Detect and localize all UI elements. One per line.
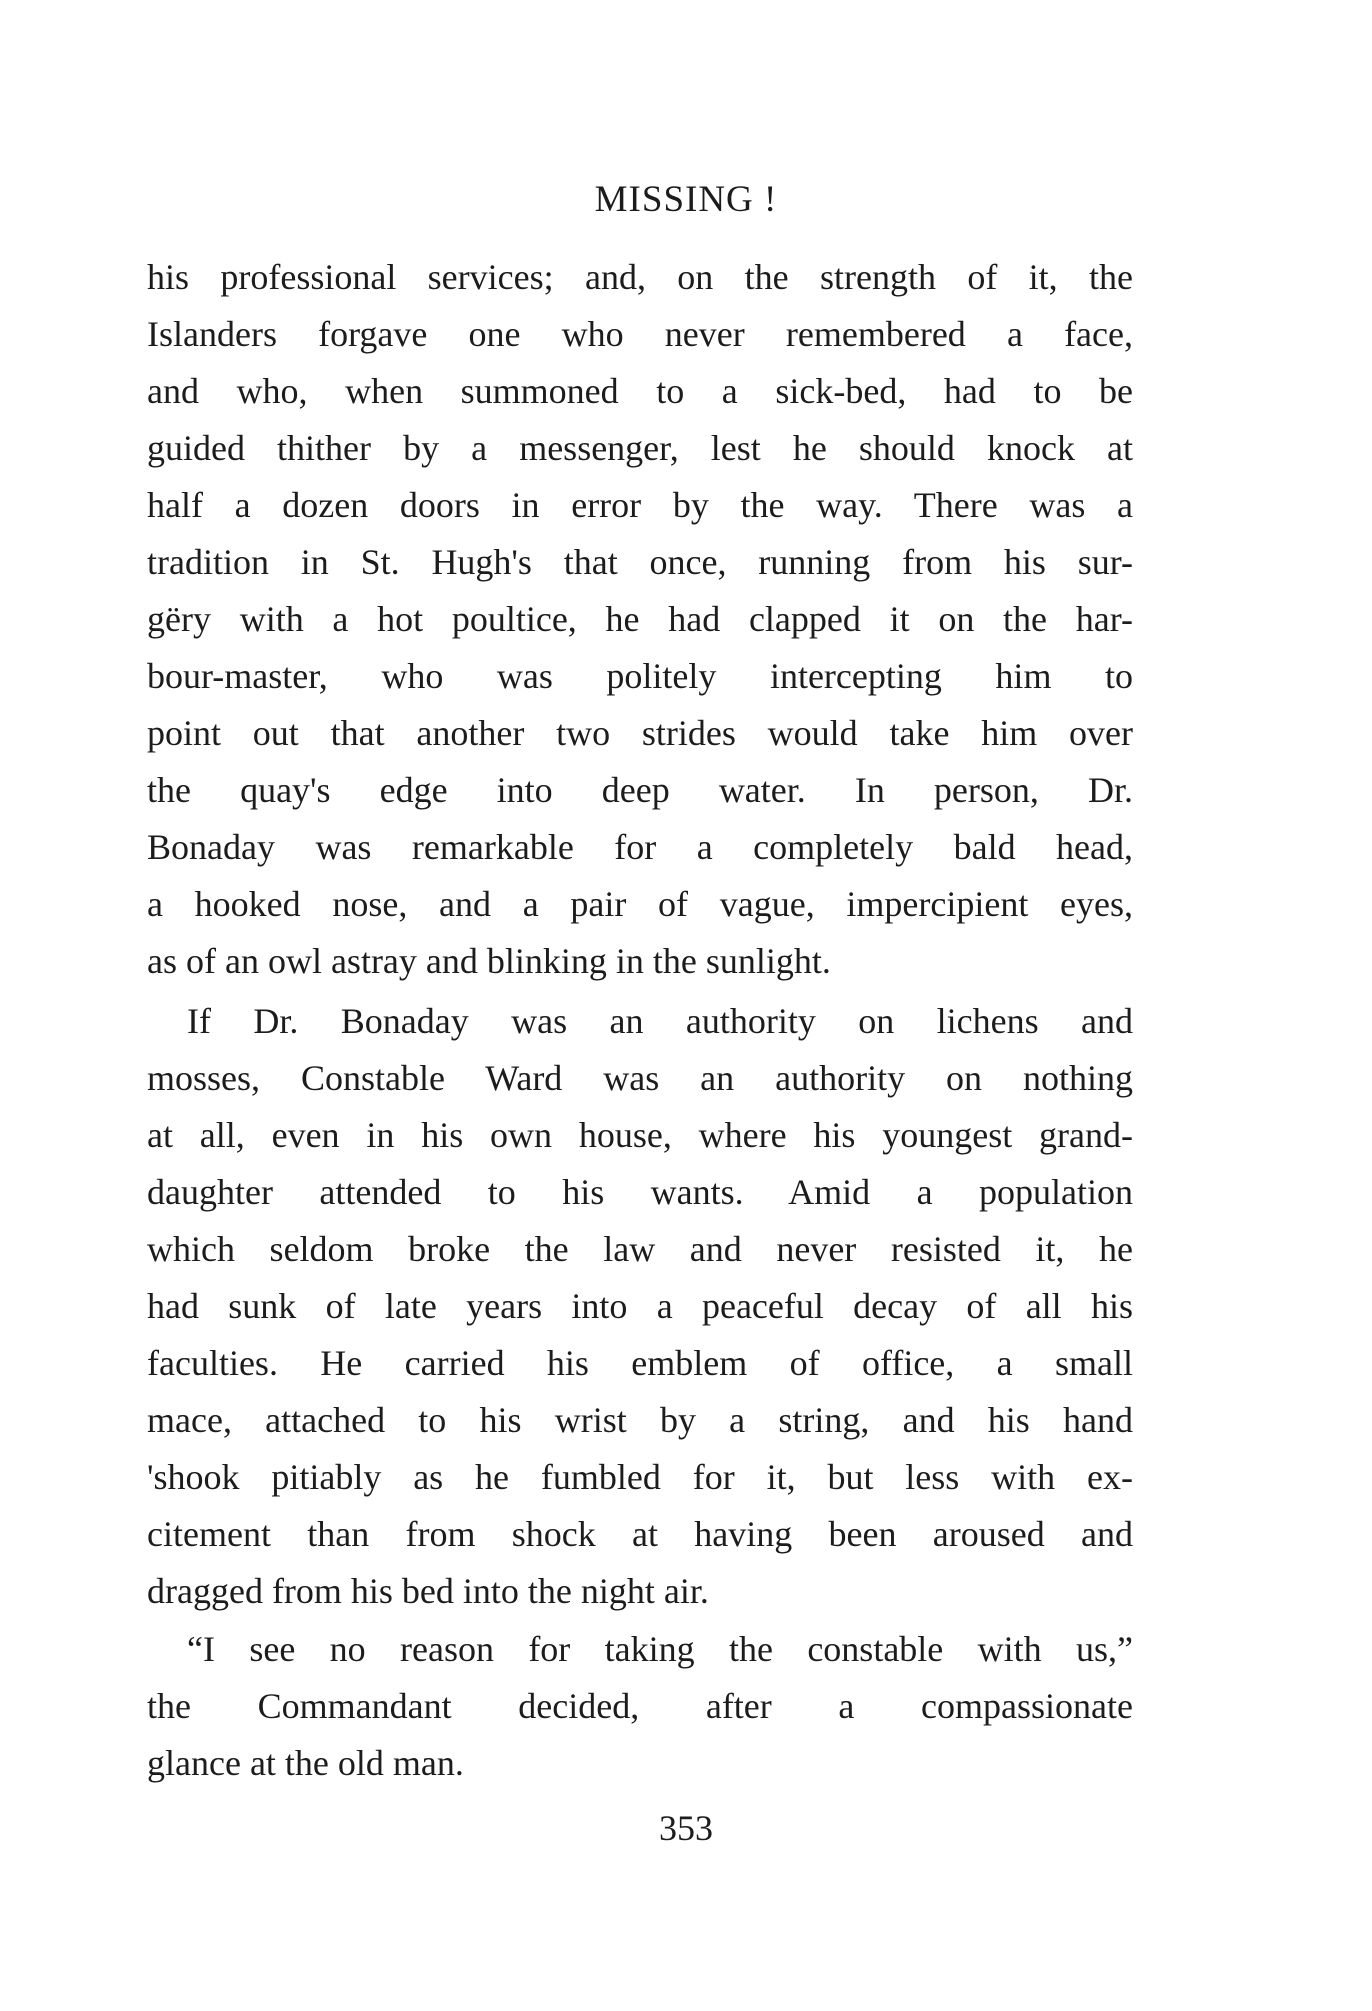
text-line: guided thither by a messenger, lest he should knock at bbox=[147, 428, 1133, 468]
text-line: bour-master, who was politely intercepting him to bbox=[147, 656, 1133, 696]
page-number: 353 bbox=[659, 1808, 713, 1848]
text-line: the Commandant decided, after a compassionate bbox=[147, 1686, 1133, 1726]
text-line: a hooked nose, and a pair of vague, impercipient eyes, bbox=[147, 884, 1133, 924]
text-line: If Dr. Bonaday was an authority on lichens and bbox=[187, 1001, 1133, 1041]
text-line: faculties. He carried his emblem of office, a small bbox=[147, 1343, 1133, 1383]
text-line: Bonaday was remarkable for a completely bald head, bbox=[147, 827, 1133, 867]
text-line: as of an owl astray and blinking in the sunlight. bbox=[147, 941, 831, 981]
text-line: “I see no reason for taking the constable with us,” bbox=[187, 1629, 1133, 1669]
text-line: daughter attended to his wants. Amid a population bbox=[147, 1172, 1133, 1212]
text-line: had sunk of late years into a peaceful decay of all his bbox=[147, 1286, 1133, 1326]
paragraph-3 bbox=[147, 1621, 1133, 1792]
text-line: glance at the old man. bbox=[147, 1743, 464, 1783]
text-line: mace, attached to his wrist by a string, and his hand bbox=[147, 1400, 1133, 1440]
text-line: dragged from his bed into the night air. bbox=[147, 1571, 709, 1611]
running-header: MISSING ! bbox=[594, 179, 778, 220]
text-line: gëry with a hot poultice, he had clapped it on the har- bbox=[147, 599, 1133, 639]
text-line: which seldom broke the law and never resisted it, he bbox=[147, 1229, 1133, 1269]
paragraph-2 bbox=[147, 993, 1133, 1620]
text-line: Islanders forgave one who never remembered a face, bbox=[147, 314, 1133, 354]
text-line: citement than from shock at having been aroused and bbox=[147, 1514, 1133, 1554]
paragraph-1 bbox=[147, 249, 1133, 990]
text-line: mosses, Constable Ward was an authority on nothing bbox=[147, 1058, 1133, 1098]
text-line: tradition in St. Hugh's that once, running from his sur- bbox=[147, 542, 1133, 582]
text-line: his professional services; and, on the strength of it, the bbox=[147, 257, 1133, 297]
text-line: and who, when summoned to a sick-bed, had to be bbox=[147, 371, 1133, 411]
text-line: half a dozen doors in error by the way. There was a bbox=[147, 485, 1133, 525]
text-line: point out that another two strides would take him over bbox=[147, 713, 1133, 753]
text-line: at all, even in his own house, where his youngest grand- bbox=[147, 1115, 1133, 1155]
text-line: the quay's edge into deep water. In person, Dr. bbox=[147, 770, 1133, 810]
text-line: 'shook pitiably as he fumbled for it, but less with ex- bbox=[147, 1457, 1133, 1497]
